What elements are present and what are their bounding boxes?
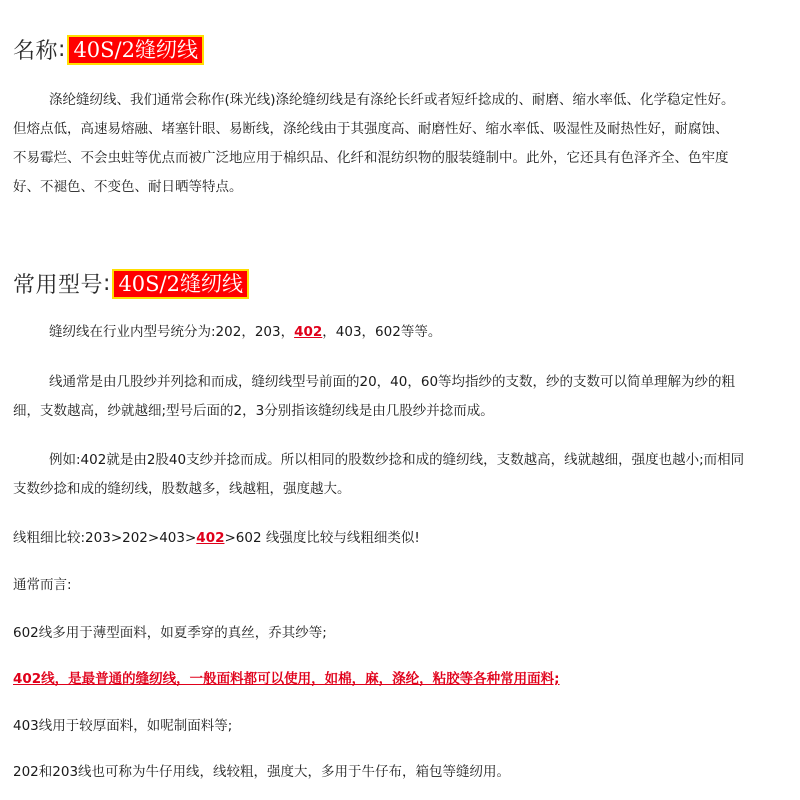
intro-line: 但熔点低，高速易熔融、堵塞针眼、易断线，涤纶线由于其强度高、耐磨性好、缩水率低、吸湿性及耐热性好，耐腐蚀、 bbox=[13, 121, 729, 137]
explain-line: 线通常是由几股纱并列捻和而成，缝纫线型号前面的20，40，60等均指纱的支数，纱的支数可以简单理解为纱的粗 bbox=[49, 374, 736, 390]
section-title-models bbox=[13, 268, 249, 299]
compare-line bbox=[13, 524, 420, 553]
usage-202-203: 202和203线也可称为牛仔用线，线较粗，强度大，多用于牛仔布，箱包等缝纫用。 bbox=[13, 764, 511, 780]
title-badge: 40S/2缝纫线 bbox=[112, 269, 249, 299]
compare-post: >602 线强度比较与线粗细类似! bbox=[224, 530, 420, 546]
intro-line: 好、不褪色、不变色、耐日晒等特点。 bbox=[13, 179, 243, 195]
intro-paragraph bbox=[13, 86, 787, 202]
title-colon: : bbox=[103, 271, 111, 296]
example-line: 例如:402就是由2股40支纱并捻而成。所以相同的股数纱捻和成的缝纫线，支数越高，线就越细，强度也越小;而相同 bbox=[49, 452, 745, 468]
compare-highlight: 402 bbox=[196, 530, 225, 546]
intro-line: 不易霉烂、不会虫蛀等优点而被广泛地应用于棉织品、化纤和混纺织物的服装缝制中。此外，它还具有色泽齐全、色牢度 bbox=[13, 150, 729, 166]
example-paragraph bbox=[13, 446, 787, 504]
title-label: 常用型号 bbox=[13, 273, 104, 298]
models-post: ，403，602等等。 bbox=[322, 324, 442, 340]
usage-602: 602线多用于薄型面料，如夏季穿的真丝，乔其纱等; bbox=[13, 625, 327, 641]
intro-line: 涤纶缝纫线、我们通常会称作(珠光线)涤纶缝纫线是有涤纶长纤或者短纤捻成的、耐磨、缩水率低、化学稳定性好。 bbox=[49, 92, 735, 108]
usage-402: 402线，是最普通的缝纫线，一般面料都可以使用，如棉，麻，涤纶，粘胶等各种常用面料; bbox=[13, 671, 560, 687]
section-title-name bbox=[13, 34, 204, 65]
models-pre: 缝纫线在行业内型号统分为:202，203， bbox=[49, 324, 295, 340]
models-line bbox=[49, 318, 441, 347]
example-line: 支数纱捻和成的缝纫线，股数越多，线越粗，强度越大。 bbox=[13, 481, 351, 497]
title-label: 名称 bbox=[13, 39, 59, 64]
usage-403: 403线用于较厚面料，如呢制面料等; bbox=[13, 718, 233, 734]
compare-pre: 线粗细比较:203>202>403> bbox=[13, 530, 197, 546]
explain-paragraph bbox=[13, 368, 787, 426]
general-heading: 通常而言: bbox=[13, 577, 72, 593]
title-colon: : bbox=[58, 37, 66, 62]
explain-line: 细，支数越高，纱就越细;型号后面的2，3分别指该缝纫线是由几股纱并捻而成。 bbox=[13, 403, 494, 419]
models-highlight: 402 bbox=[294, 324, 323, 340]
title-badge: 40S/2缝纫线 bbox=[67, 35, 204, 65]
